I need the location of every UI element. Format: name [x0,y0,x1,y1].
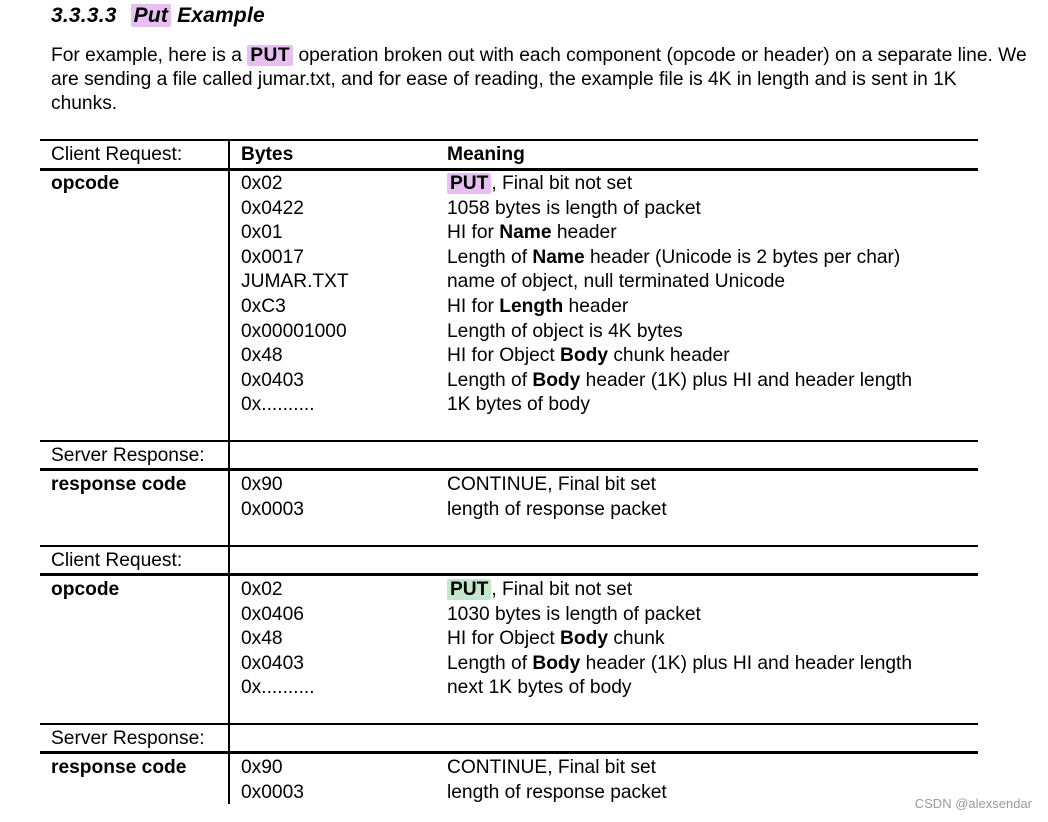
bytes-cell: 0x0422 [241,197,304,219]
meaning-text: , Final bit not set [491,579,633,600]
bytes-cell: 0xC3 [241,296,286,317]
bytes-cell: JUMAR.TXT [241,271,349,293]
section-rule-3 [40,545,978,547]
intro-paragraph [51,44,1027,116]
meaning-text: HI for Object [447,345,561,367]
bytes-cell: 0x90 [241,757,283,778]
bytes-cell: 0x0406 [241,603,304,625]
meaning-text: Length of [447,652,533,674]
meaning-cell: 1K bytes of body [447,394,590,416]
meaning-text: header [563,296,629,317]
heading-rest: Example [171,4,265,27]
header-meaning: Meaning [447,144,525,165]
meaning-bold: Body [532,369,581,391]
meaning-cell: Length of object is 4K bytes [447,320,683,342]
meaning-cell: 1058 bytes is length of packet [447,197,701,219]
bytes-cell: 0x0003 [241,498,304,520]
bytes-cell: 0x0403 [241,369,304,391]
meaning-cell: length of response packet [447,781,667,803]
meaning-bold: Name [499,222,552,244]
row-label-response-code: response code [51,757,187,778]
bytes-cell: 0x01 [241,222,283,244]
meaning-cell [447,627,665,652]
meaning-bold: Body [560,345,608,367]
meaning-text: Length of [447,246,533,268]
put-highlight: PUT [447,173,491,194]
meaning-cell: next 1K bytes of body [447,677,632,699]
bytes-cell: 0x90 [241,474,283,495]
meaning-cell: length of response packet [447,498,667,520]
heading-put-highlight: Put [131,4,171,27]
meaning-text: HI for Object [447,628,561,650]
intro-text-after: operation broken out with each component (opcode or header) on a separate line. We are sending a file called jumar.txt, and for ease of reading, the example file is 4K in length and is sent in 1K chunks. [51,45,1027,114]
meaning-text: header (Unicode is 2 bytes per char) [584,246,901,268]
bytes-cell: 0x00001000 [241,320,347,342]
row-label-opcode: opcode [51,173,120,194]
bytes-cell: 0x02 [241,173,283,194]
meaning-text: HI for [447,296,500,317]
header-client-request: Client Request: [51,144,183,165]
bytes-cell: 0x48 [241,628,283,650]
intro-put-highlight: PUT [247,45,293,66]
meaning-cell: name of object, null terminated Unicode [447,271,786,293]
meaning-cell [447,172,632,197]
meaning-text: header (1K) plus HI and header length [580,652,913,674]
meaning-cell [447,369,912,394]
meaning-text: Length of [447,369,533,391]
server-response-title: Server Response: [51,445,205,466]
meaning-cell [447,578,632,603]
meaning-text: header (1K) plus HI and header length [580,369,913,391]
put-highlight: PUT [447,579,491,600]
bytes-cell: 0x0003 [241,781,304,803]
bytes-cell: 0x.......... [241,677,315,699]
meaning-cell: 1030 bytes is length of packet [447,603,701,625]
meaning-text: HI for [447,222,500,244]
bytes-cell: 0x0017 [241,246,304,268]
server-response-title: Server Response: [51,728,205,749]
meaning-cell [447,652,912,677]
header-bytes: Bytes [241,144,294,165]
bytes-cell: 0x0403 [241,652,304,674]
meaning-bold: Length [499,296,564,317]
meaning-cell [447,344,730,369]
meaning-cell: CONTINUE, Final bit set [447,474,656,495]
meaning-cell [447,295,628,320]
bytes-cell: 0x48 [241,345,283,367]
meaning-text: chunk [608,628,665,650]
column-divider [228,141,230,804]
meaning-text: , Final bit not set [491,173,633,194]
row-label-opcode: opcode [51,579,120,600]
section-number: 3.3.3.3 [51,4,117,27]
bytes-cell: 0x02 [241,579,283,600]
section-heading [51,4,265,28]
meaning-text: chunk header [608,345,730,367]
table-top-rule [40,139,978,141]
meaning-bold: Body [560,628,608,650]
header-bottom-rule [40,168,978,171]
row-label-response-code: response code [51,474,187,495]
section-rule-1 [40,440,978,442]
meaning-cell: CONTINUE, Final bit set [447,757,656,778]
meaning-cell [447,246,900,271]
client-request-title: Client Request: [51,550,183,571]
section-rule-5 [40,723,978,725]
intro-text-before: For example, here is a [51,45,248,66]
meaning-cell [447,221,617,246]
meaning-text: header [551,222,617,244]
meaning-bold: Body [532,652,581,674]
watermark: CSDN @alexsendar [914,796,1032,811]
meaning-bold: Name [532,246,585,268]
bytes-cell: 0x.......... [241,394,315,416]
